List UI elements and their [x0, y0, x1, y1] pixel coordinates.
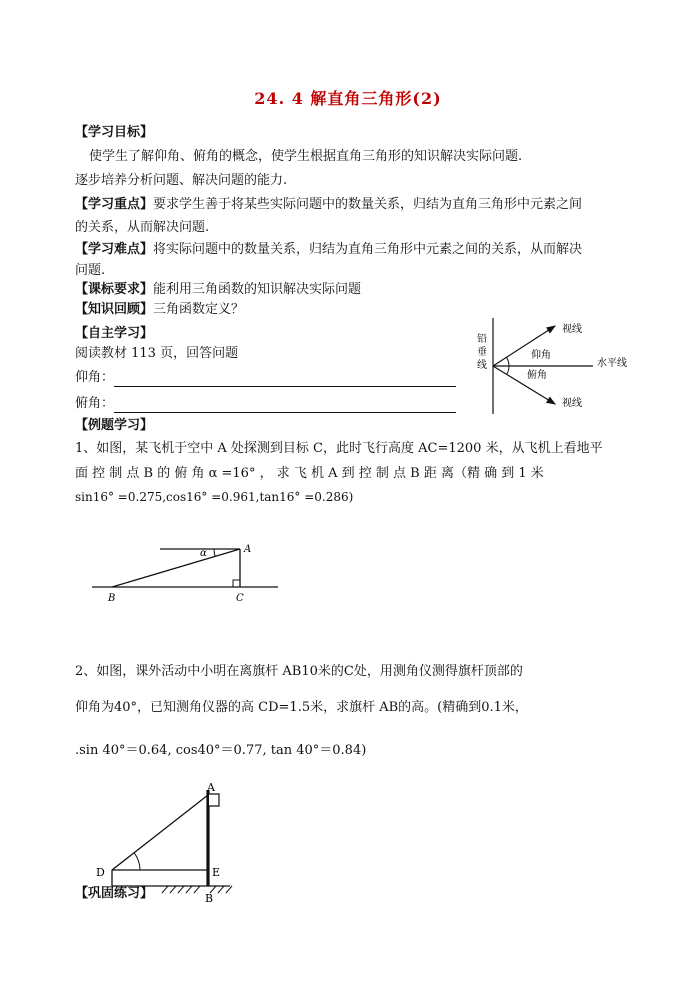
question-2-line-2: 仰角为40°，已知测角仪器的高 CD=1.5米，求旗杆 AB的高。(精确到0.1米，: [75, 700, 528, 715]
self-study-instruction: 阅读教材 113 页，回答问题: [75, 346, 239, 361]
goals-line-2: 逐步培养分析问题、解决问题的能力.: [75, 173, 288, 188]
point-e-label: E: [212, 866, 221, 879]
focus-header: 【学习重点】: [75, 197, 154, 212]
point-b-label-2: B: [205, 892, 214, 905]
angle-40-arc: [134, 853, 140, 870]
difficulty-header: 【学习难点】: [75, 242, 154, 257]
question-1-line-3: sin16° =0.275,cos16° =0.961,tan16° =0.286): [75, 490, 354, 504]
sight-top-label: 视线: [562, 324, 582, 335]
depression-label-fig: 俯角: [527, 370, 547, 381]
figure-1-airplane: [90, 540, 310, 610]
goals-header: 【学习目标】: [75, 125, 154, 140]
focus-text: 要求学生善于将某些实际问题中的数量关系，归结为直角三角形中元素之间: [153, 197, 583, 212]
point-a-label-2: A: [207, 781, 215, 794]
focus-line-2: 的关系，从而解决问题.: [75, 220, 210, 235]
difficulty-line-1: [75, 241, 582, 259]
elevation-depression-figure: [475, 316, 655, 416]
plumb-label-3: 线: [477, 360, 487, 371]
point-d-label: D: [96, 866, 105, 879]
plumb-label-2: 垂: [477, 347, 487, 358]
examples-header: 【例题学习】: [75, 418, 154, 433]
point-b-label: B: [108, 593, 116, 604]
standard-text: 能利用三角函数的知识解决实际问题: [153, 282, 362, 297]
review-header: 【知识回顾】: [75, 302, 154, 317]
question-2-line-3: .sin 40°＝0.64, cos40°＝0.77, tan 40°＝0.84): [75, 743, 367, 758]
review-line: [75, 301, 244, 319]
depression-answer-row: [75, 395, 456, 413]
alpha-label: α: [200, 548, 207, 559]
standard-line: [75, 281, 361, 299]
practice-header: 【巩固练习】: [75, 886, 154, 901]
review-text: 三角函数定义？: [153, 302, 245, 317]
depression-arc: [507, 366, 509, 375]
self-study-header: 【自主学习】: [75, 326, 154, 341]
difficulty-text: 将实际问题中的数量关系，归结为直角三角形中元素之间的关系，从而解决: [153, 242, 583, 257]
segment-ab: [112, 549, 240, 587]
elevation-label: 仰角：: [75, 370, 115, 385]
elevation-answer-row: [75, 369, 456, 387]
question-1-line-1: 1、如图，某飞机于空中 A 处探测到目标 C，此时飞行高度 AC=1200 米，从飞机上看地平: [75, 441, 603, 456]
right-angle-mark: [233, 580, 240, 587]
plumb-label-1: 铅: [477, 334, 487, 345]
goals-line-1: 使学生了解仰角、俯角的概念，使学生根据直角三角形的知识解决实际问题.: [89, 149, 523, 164]
sight-line-da: [112, 795, 208, 870]
standard-header: 【课标要求】: [75, 282, 154, 297]
page-title: 24. 4 解直角三角形(2): [254, 89, 442, 108]
question-2-line-1: 2、如图，课外活动中小明在离旗杆 AB10米的C处，用测角仪测得旗杆顶部的: [75, 664, 523, 679]
ground-hatching: [162, 886, 232, 893]
point-a-label: A: [244, 544, 252, 555]
question-1-line-2: 面 控 制 点 B 的 俯 角 α =16° ， 求 飞 机 A 到 控 制 点 B 距 离（精 确 到 1 米: [75, 466, 544, 481]
depression-label: 俯角：: [75, 396, 115, 411]
horizontal-label: 水平线: [597, 358, 627, 369]
focus-line-1: [75, 196, 582, 214]
difficulty-line-2: 问题.: [75, 263, 106, 278]
elevation-label-fig: 仰角: [531, 350, 551, 361]
flag: [209, 794, 219, 806]
sight-bottom-label: 视线: [562, 398, 582, 409]
elevation-answer-blank[interactable]: [114, 372, 456, 387]
alpha-arc: [214, 549, 215, 556]
depression-answer-blank[interactable]: [114, 398, 456, 413]
elevation-arc: [507, 357, 510, 366]
point-c-label: C: [236, 593, 244, 604]
